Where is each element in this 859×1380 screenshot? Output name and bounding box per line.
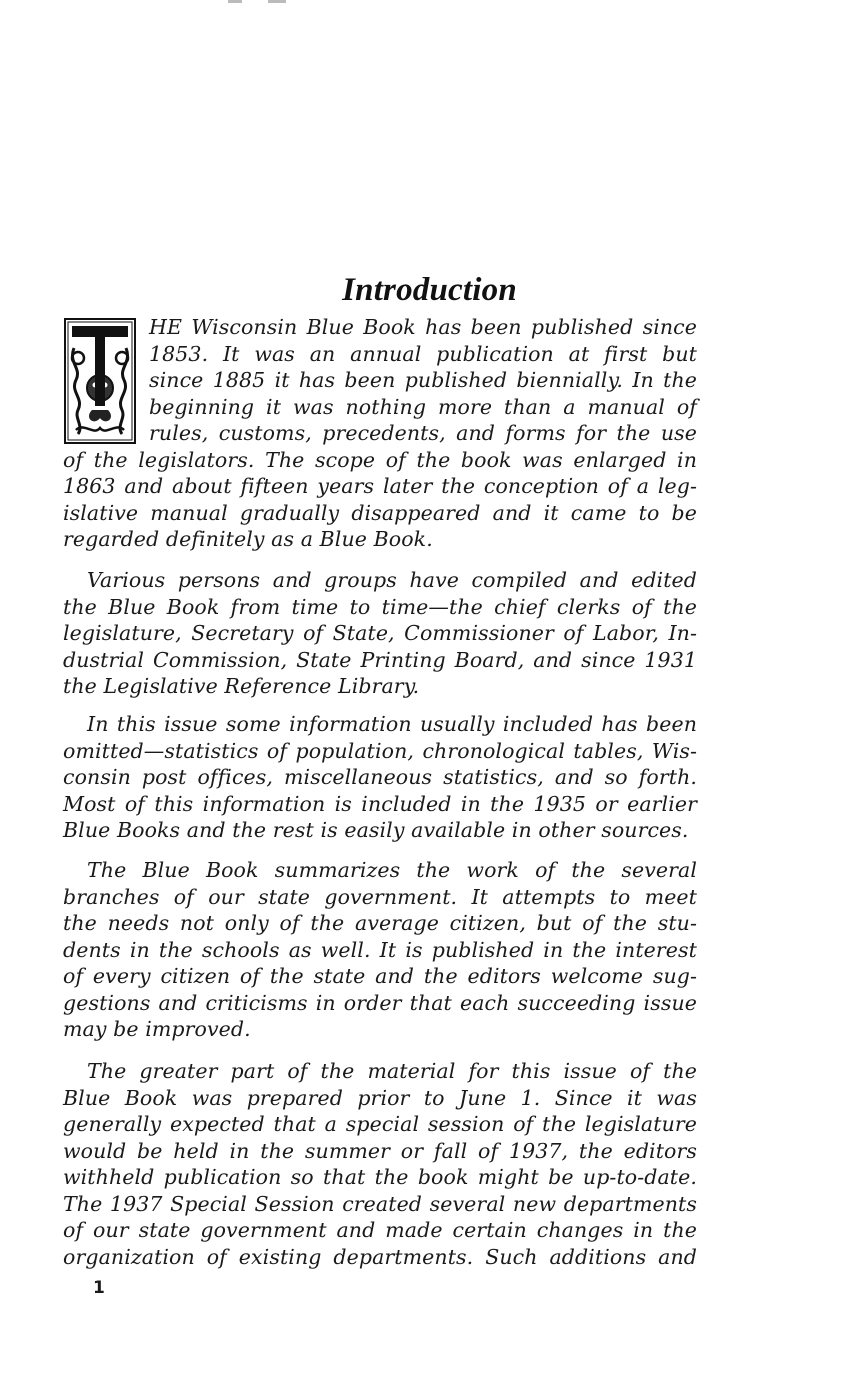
page-title: Introduction [342,272,517,309]
paragraph-2 [63,567,697,700]
text-line: legislature, Secretary of State, Commissioner of Labor, In- [63,621,697,645]
page-number: 1 [93,1278,105,1298]
text-line: generally expected that a special session of the legislature [63,1112,697,1136]
scan-artifact-marks [228,0,288,4]
text-line: Blue Books and the rest is easily available in other sources. [63,818,689,842]
text-line: The greater part of the material for this issue of the [87,1059,697,1083]
text-line: organization of existing departments. Such additions and [63,1244,697,1269]
text-line: 1863 and about fifteen years later the conception of a leg- [63,474,697,498]
text-line: the Blue Book from time to time—the chief clerks of the [63,594,697,619]
text-line: regarded definitely as a Blue Book. [63,527,433,551]
text-line: HE Wisconsin Blue Book has been published since [149,315,697,339]
text-line: The Blue Book summarizes the work of the several [87,858,697,882]
paragraph-5 [63,1058,697,1270]
text-line: beginning it was nothing more than a manual of [149,394,697,419]
text-line: The 1937 Special Session created several new departments [63,1191,697,1216]
text-line: the needs not only of the average citizen, but of the stu- [63,911,697,935]
text-line: branches of our state government. It attempts to meet [63,884,697,909]
text-line: omitted—statistics of population, chronological tables, Wis- [63,738,697,763]
text-line: Blue Book was prepared prior to June 1. Since it was [63,1085,697,1110]
text-line: since 1885 it has been published biennially. In the [149,368,697,392]
text-line: rules, customs, precedents, and forms for the use [149,421,697,445]
text-line: Most of this information is included in the 1935 or earlier [63,791,697,816]
text-line: withheld publication so that the book might be up-to-date. [63,1165,697,1189]
text-line: consin post offices, miscellaneous statistics, and so forth. [63,765,697,789]
paragraph-4 [63,857,697,1043]
text-line: islative manual gradually disappeared and it came to be [63,500,697,525]
paragraph-1 [63,314,697,553]
text-line: gestions and criticisms in order that each succeeding issue [63,990,697,1015]
text-line: would be held in the summer or fall of 1937, the editors [63,1138,697,1163]
text-line: the Legislative Reference Library. [63,674,420,698]
text-line: of the legislators. The scope of the book was enlarged in [63,447,697,472]
drop-cap-letter: T [100,338,101,339]
text-line: of every citizen of the state and the editors welcome sug- [63,964,697,988]
paragraph-3 [63,711,697,844]
text-line: dents in the schools as well. It is published in the interest [63,937,697,962]
text-line: of our state government and made certain changes in the [63,1218,697,1242]
text-line: dustrial Commission, State Printing Board, and since 1931 [63,647,697,672]
text-line: 1853. It was an annual publication at first but [149,341,697,366]
text-line: In this issue some information usually included has been [87,712,697,736]
text-line: Various persons and groups have compiled and edited [87,568,697,592]
text-line: may be improved. [63,1017,251,1041]
